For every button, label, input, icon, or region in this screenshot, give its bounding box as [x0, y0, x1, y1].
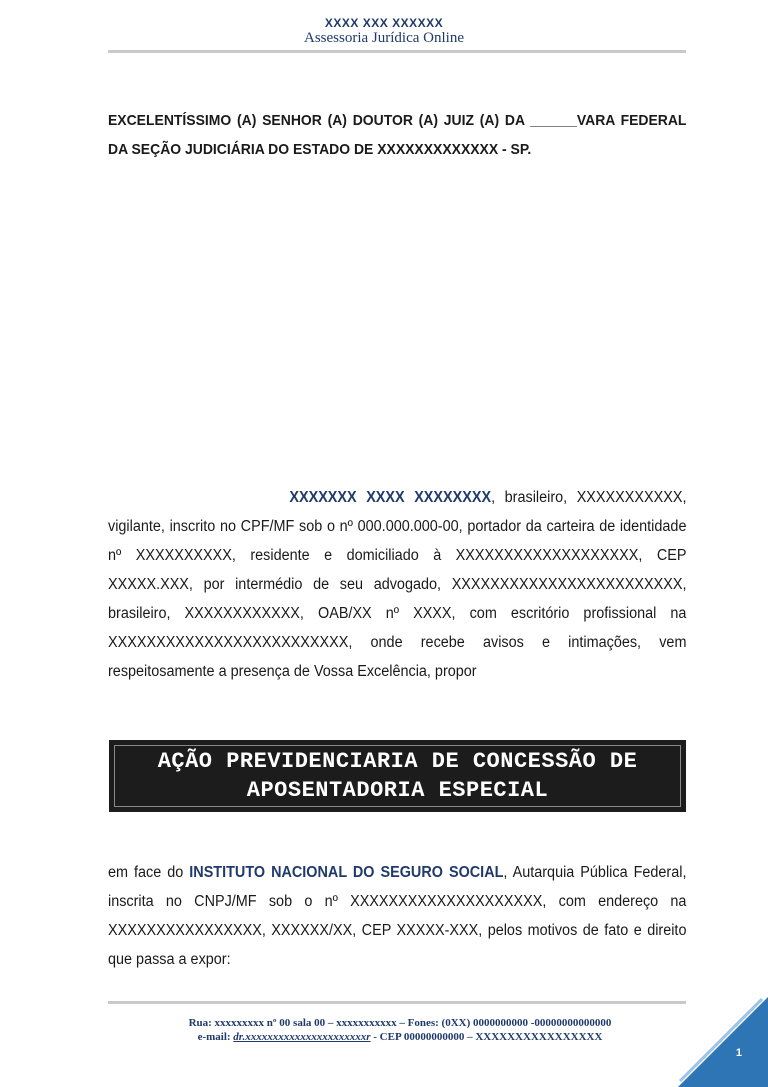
page-corner-triangle [678, 997, 768, 1087]
defendant-intro: em face do [108, 864, 190, 881]
plaintiff-name: XXXXXXX XXXX XXXXXXXX [289, 489, 492, 506]
defendant-name: INSTITUTO NACIONAL DO SEGURO SOCIAL [189, 864, 504, 881]
defendant-details: , Autarquia Pública Federal, inscrita no CNPJ/MF sob o nº XXXXXXXXXXXXXXXXXXXX, com endereço na XXXXXXXXXXXXXXXX, XXXXXX/XX, CEP XXXXX-XXX, pelos motivos de fato e direito que passa a expor: [108, 864, 687, 968]
plaintiff-qualification: , brasileiro, XXXXXXXXXXX, vigilante, inscrito no CPF/MF sob o nº 000.000.000-00, portador da carteira de identidade nº XXXXXXXXXX, residente e domiciliado à XXXXXXXXXXXXXXXXXXX, CEP XXXXX.XXX, por intermédio de seu advogado, XXXXXXXXXXXXXXXXXXXXXXXX, brasileiro, XXXXXXXXXXXX, OAB/XX nº XXXX, com escritório profissional na XXXXXXXXXXXXXXXXXXXXXXXXX, onde recebe avisos e intimações, vem respeitosamente a presença de Vossa Excelência, propor [108, 489, 687, 680]
footer-email-label: e-mail: [197, 1031, 234, 1043]
action-title-line-2: APOSENTADORIA ESPECIAL [246, 778, 549, 803]
court-address: EXCELENTÍSSIMO (A) SENHOR (A) DOUTOR (A) JUIZ (A) DA ______VARA FEDERAL DA SEÇÃO JUDICIÁRIA DO ESTADO DE XXXXXXXXXXXXX - SP. [108, 112, 687, 158]
footer-address: Rua: xxxxxxxxx nº 00 sala 00 – xxxxxxxxxxx – Fones: (0XX) 0000000000 -00000000000000 [188, 1017, 612, 1029]
page-corner-ribbon [678, 997, 768, 1087]
header-divider [108, 50, 686, 53]
header-title: XXXX XXX XXXXXX [324, 16, 444, 30]
footer-cep: - CEP 00000000000 – XXXXXXXXXXXXXXXX [370, 1031, 603, 1043]
defendant-paragraph [108, 858, 686, 974]
action-title-line-1: AÇÃO PREVIDENCIARIA DE CONCESSÃO DE [157, 749, 638, 774]
action-title [109, 747, 686, 805]
footer-email-link[interactable]: dr.xxxxxxxxxxxxxxxxxxxxxxr [233, 1031, 371, 1043]
header-subtitle: Assessoria Jurídica Online [304, 30, 464, 46]
plaintiff-paragraph [108, 483, 686, 686]
page-number: 1 [735, 1047, 742, 1059]
footer-divider [108, 1001, 686, 1004]
footer-contact [0, 1031, 768, 1043]
